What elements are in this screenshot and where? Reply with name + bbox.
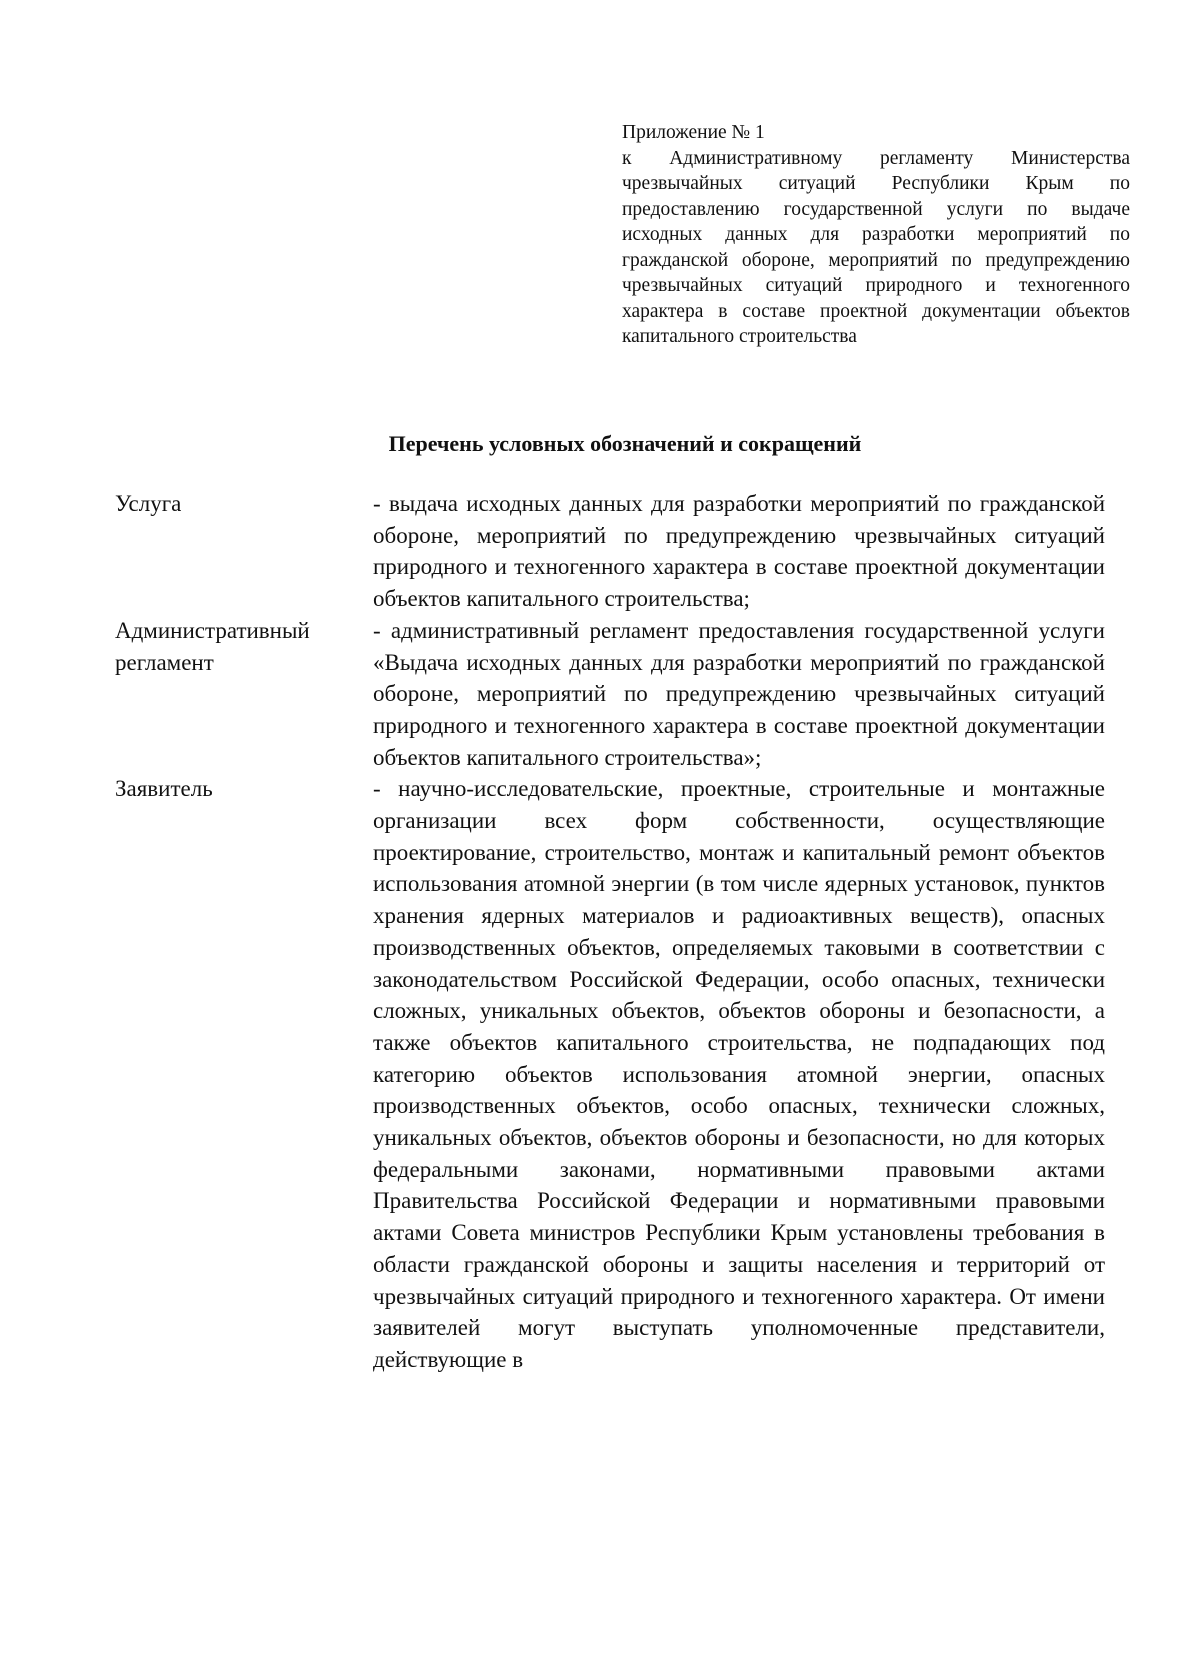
term-service: Услуга [115,491,182,516]
definition-row-service [115,488,1115,615]
definition-service: - выдача исходных данных для разработки мероприятий по гражданской обороне, мероприятий по предупреждению чрезвычайных ситуаций природного и техногенного характера в составе проектной документации объектов капитального строительства; [373,491,1105,612]
definition-applicant: - научно-исследовательские, проектные, строительные и монтажные организации всех форм собственности, осуществляющие проектирование, строительство, монтаж и капитальный ремонт объектов использования атомной энергии (в том числе ядерных установок, пунктов хранения ядерных материалов и радиоактивных веществ), опасных производственных объектов, определяемых таковыми в соответствии с законодательством Российской Федерации, особо опасных, технически сложных, уникальных объектов, объектов обороны и безопасности, а также объектов капитального строительства, не подпадающих под категорию объектов использования атомной энергии, опасных производственных объектов, особо опасных, технически сложных, уникальных объектов, объектов обороны и безопасности, но для которых федеральными законами, нормативными правовыми актами Правительства Российской Федерации и нормативными правовыми актами Совета министров Республики Крым установлены требования в области гражданской обороны и защиты населения и территорий от чрезвычайных ситуаций природного и техногенного характера. От имени заявителей могут выступать уполномоченные представители, действующие в [373,776,1105,1372]
annex-description: к Административному регламенту Министерства чрезвычайных ситуаций Республики Крым по предоставлению государственной услуги по выдаче исходных данных для разработки мероприятий по гражданской обороне, мероприятий по предупреждению чрезвычайных ситуаций природного и техногенного характера в составе проектной документации объектов капитального строительства [622,147,1130,347]
page-title: Перечень условных обозначений и сокращений [388,431,862,456]
definition-row-applicant [115,773,1115,1375]
definitions-list [115,488,1115,1376]
term-applicant: Заявитель [115,776,213,802]
annex-header [622,120,1130,350]
definition-regulation: - административный регламент предоставления государственной услуги «Выдача исходных данных для разработки мероприятий по гражданской обороне, мероприятий по предупреждению чрезвычайных ситуаций природного и техногенного характера в составе проектной документации объектов капитального строительства»; [373,617,1105,770]
annex-number: Приложение № 1 [622,122,765,143]
definition-row-regulation [115,615,1115,774]
term-regulation: Административный регламент [115,617,310,675]
